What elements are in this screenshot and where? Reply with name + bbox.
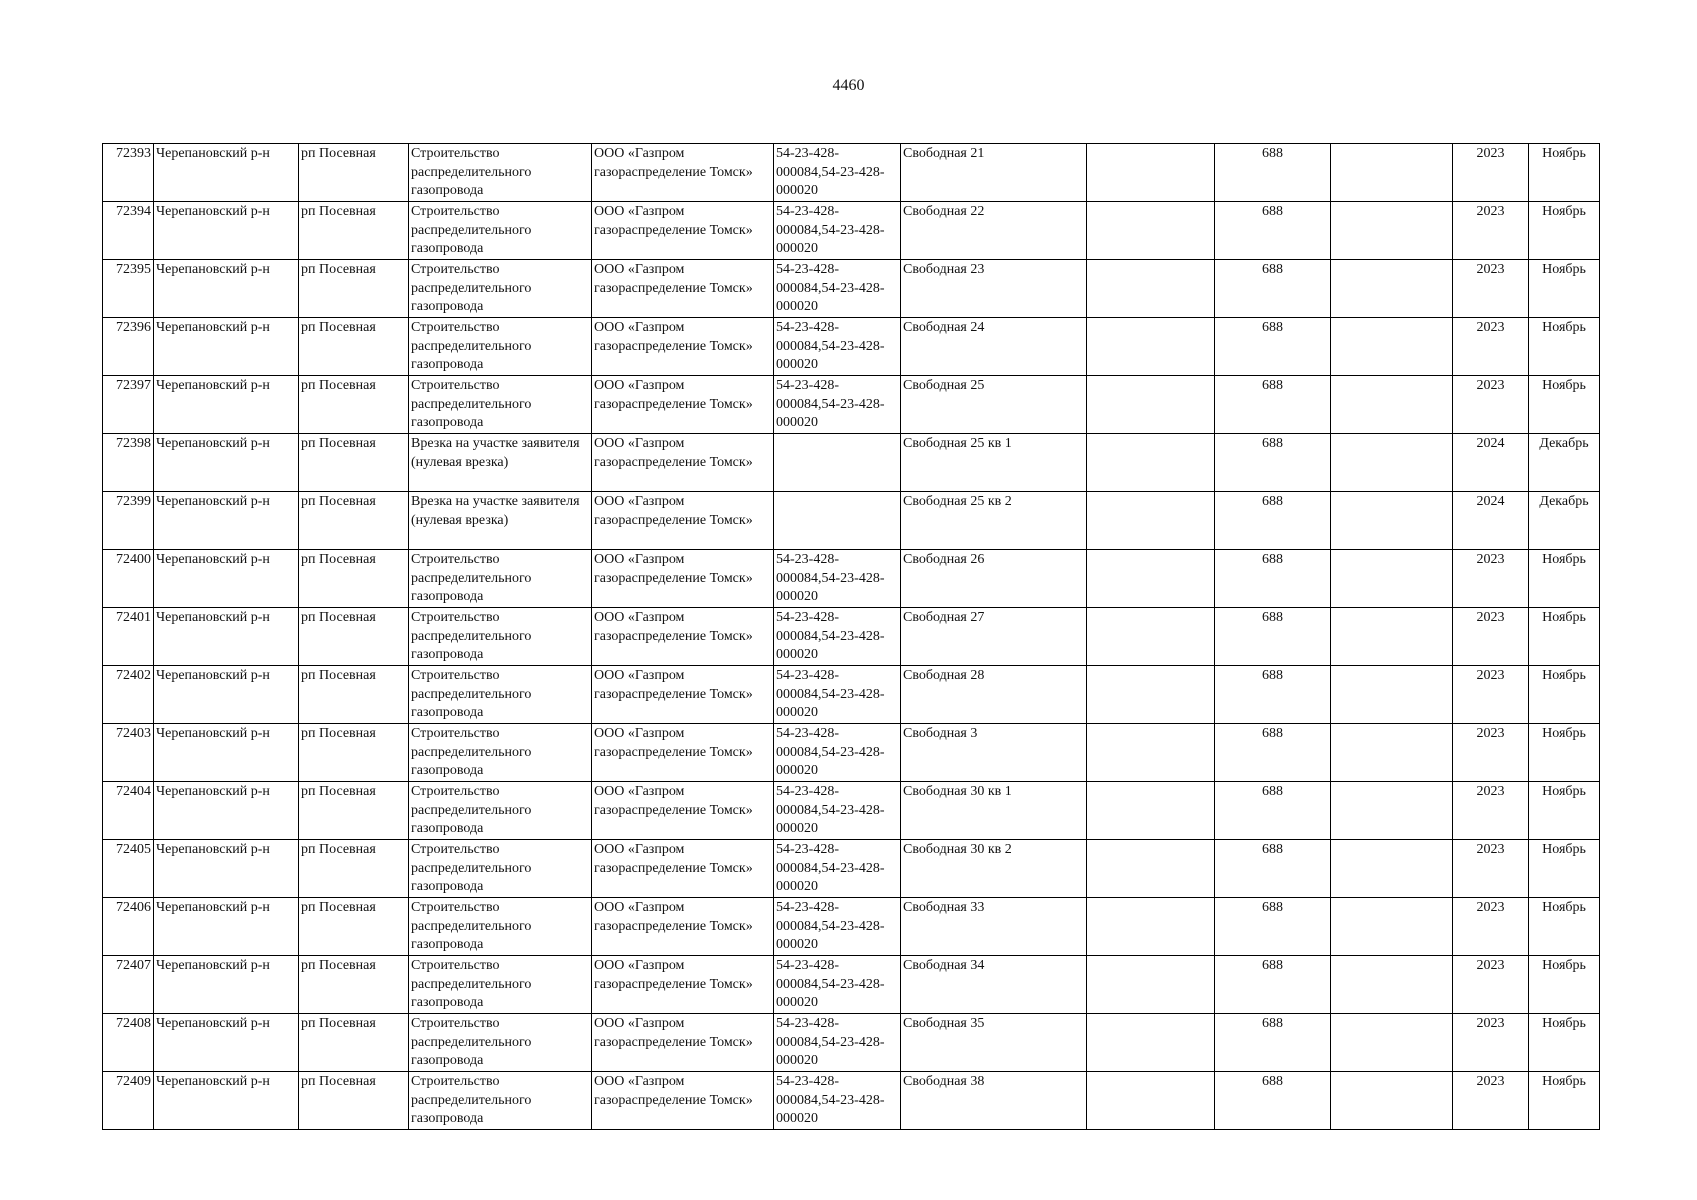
month-cell: Ноябрь <box>1529 144 1600 202</box>
year-cell: 2023 <box>1453 550 1529 608</box>
empty-cell <box>1087 1072 1215 1130</box>
table-row <box>103 608 1600 666</box>
row-number-cell: 72403 <box>103 724 154 782</box>
empty-cell <box>1087 840 1215 898</box>
address-cell: Свободная 30 кв 1 <box>901 782 1087 840</box>
settlement-cell: рп Посевная <box>299 144 409 202</box>
empty-cell <box>1331 202 1453 260</box>
work-type-cell: Строительство распределительного газопровода <box>409 840 592 898</box>
organization-cell: ООО «Газпром газораспределение Томск» <box>592 144 774 202</box>
district-cell: Черепановский р-н <box>154 1072 299 1130</box>
table-row <box>103 202 1600 260</box>
table-row <box>103 1072 1600 1130</box>
code-cell: 688 <box>1215 666 1331 724</box>
row-number-cell: 72393 <box>103 144 154 202</box>
row-number-cell: 72401 <box>103 608 154 666</box>
empty-cell <box>1087 260 1215 318</box>
organization-cell: ООО «Газпром газораспределение Томск» <box>592 956 774 1014</box>
table-row <box>103 724 1600 782</box>
table-row <box>103 492 1600 550</box>
address-cell: Свободная 22 <box>901 202 1087 260</box>
empty-cell <box>1331 956 1453 1014</box>
empty-cell <box>1331 1014 1453 1072</box>
settlement-cell: рп Посевная <box>299 260 409 318</box>
work-type-cell: Строительство распределительного газопровода <box>409 260 592 318</box>
row-number-cell: 72395 <box>103 260 154 318</box>
code-cell: 688 <box>1215 898 1331 956</box>
month-cell: Ноябрь <box>1529 724 1600 782</box>
empty-cell <box>1087 376 1215 434</box>
empty-cell <box>1087 1014 1215 1072</box>
work-type-cell: Строительство распределительного газопровода <box>409 898 592 956</box>
row-number-cell: 72405 <box>103 840 154 898</box>
address-cell: Свободная 24 <box>901 318 1087 376</box>
settlement-cell: рп Посевная <box>299 782 409 840</box>
district-cell: Черепановский р-н <box>154 1014 299 1072</box>
row-number-cell: 72406 <box>103 898 154 956</box>
row-number-cell: 72400 <box>103 550 154 608</box>
table-row <box>103 260 1600 318</box>
work-type-cell: Строительство распределительного газопровода <box>409 724 592 782</box>
work-type-cell: Строительство распределительного газопровода <box>409 782 592 840</box>
year-cell: 2023 <box>1453 724 1529 782</box>
row-number-cell: 72402 <box>103 666 154 724</box>
code-cell: 688 <box>1215 550 1331 608</box>
settlement-cell: рп Посевная <box>299 318 409 376</box>
empty-cell <box>1331 782 1453 840</box>
settlement-cell: рп Посевная <box>299 898 409 956</box>
table-row <box>103 376 1600 434</box>
cadastral-number-cell: 54-23-428-000084,54-23-428-000020 <box>774 666 901 724</box>
empty-cell <box>1087 898 1215 956</box>
cadastral-number-cell: 54-23-428-000084,54-23-428-000020 <box>774 1072 901 1130</box>
district-cell: Черепановский р-н <box>154 724 299 782</box>
row-number-cell: 72398 <box>103 434 154 492</box>
district-cell: Черепановский р-н <box>154 898 299 956</box>
empty-cell <box>1331 318 1453 376</box>
address-cell: Свободная 23 <box>901 260 1087 318</box>
table-row <box>103 898 1600 956</box>
settlement-cell: рп Посевная <box>299 1072 409 1130</box>
table-row <box>103 550 1600 608</box>
settlement-cell: рп Посевная <box>299 376 409 434</box>
empty-cell <box>1331 144 1453 202</box>
year-cell: 2023 <box>1453 956 1529 1014</box>
organization-cell: ООО «Газпром газораспределение Томск» <box>592 782 774 840</box>
empty-cell <box>1087 608 1215 666</box>
page-number: 4460 <box>832 77 865 94</box>
code-cell: 688 <box>1215 956 1331 1014</box>
table-row <box>103 1014 1600 1072</box>
address-cell: Свободная 25 кв 2 <box>901 492 1087 550</box>
table-body <box>103 144 1600 1130</box>
cadastral-number-cell: 54-23-428-000084,54-23-428-000020 <box>774 260 901 318</box>
settlement-cell: рп Посевная <box>299 434 409 492</box>
work-type-cell: Строительство распределительного газопровода <box>409 376 592 434</box>
district-cell: Черепановский р-н <box>154 666 299 724</box>
empty-cell <box>1331 260 1453 318</box>
code-cell: 688 <box>1215 260 1331 318</box>
district-cell: Черепановский р-н <box>154 956 299 1014</box>
year-cell: 2023 <box>1453 1014 1529 1072</box>
settlement-cell: рп Посевная <box>299 1014 409 1072</box>
cadastral-number-cell <box>774 492 901 550</box>
empty-cell <box>1331 724 1453 782</box>
empty-cell <box>1087 202 1215 260</box>
work-type-cell: Строительство распределительного газопровода <box>409 144 592 202</box>
settlement-cell: рп Посевная <box>299 492 409 550</box>
year-cell: 2024 <box>1453 434 1529 492</box>
organization-cell: ООО «Газпром газораспределение Томск» <box>592 318 774 376</box>
settlement-cell: рп Посевная <box>299 666 409 724</box>
settlement-cell: рп Посевная <box>299 202 409 260</box>
district-cell: Черепановский р-н <box>154 144 299 202</box>
code-cell: 688 <box>1215 376 1331 434</box>
address-cell: Свободная 34 <box>901 956 1087 1014</box>
organization-cell: ООО «Газпром газораспределение Томск» <box>592 898 774 956</box>
month-cell: Декабрь <box>1529 434 1600 492</box>
organization-cell: ООО «Газпром газораспределение Томск» <box>592 724 774 782</box>
month-cell: Декабрь <box>1529 492 1600 550</box>
empty-cell <box>1087 666 1215 724</box>
settlement-cell: рп Посевная <box>299 550 409 608</box>
empty-cell <box>1087 550 1215 608</box>
row-number-cell: 72397 <box>103 376 154 434</box>
empty-cell <box>1331 666 1453 724</box>
empty-cell <box>1331 840 1453 898</box>
organization-cell: ООО «Газпром газораспределение Томск» <box>592 1072 774 1130</box>
month-cell: Ноябрь <box>1529 376 1600 434</box>
empty-cell <box>1087 956 1215 1014</box>
table-row <box>103 144 1600 202</box>
organization-cell: ООО «Газпром газораспределение Томск» <box>592 666 774 724</box>
empty-cell <box>1331 1072 1453 1130</box>
address-cell: Свободная 30 кв 2 <box>901 840 1087 898</box>
settlement-cell: рп Посевная <box>299 608 409 666</box>
month-cell: Ноябрь <box>1529 318 1600 376</box>
work-type-cell: Строительство распределительного газопровода <box>409 666 592 724</box>
settlement-cell: рп Посевная <box>299 724 409 782</box>
row-number-cell: 72409 <box>103 1072 154 1130</box>
code-cell: 688 <box>1215 144 1331 202</box>
month-cell: Ноябрь <box>1529 1014 1600 1072</box>
empty-cell <box>1331 608 1453 666</box>
empty-cell <box>1087 492 1215 550</box>
empty-cell <box>1331 492 1453 550</box>
district-cell: Черепановский р-н <box>154 608 299 666</box>
district-cell: Черепановский р-н <box>154 782 299 840</box>
table-row <box>103 434 1600 492</box>
cadastral-number-cell: 54-23-428-000084,54-23-428-000020 <box>774 840 901 898</box>
year-cell: 2023 <box>1453 666 1529 724</box>
month-cell: Ноябрь <box>1529 1072 1600 1130</box>
table-row <box>103 666 1600 724</box>
work-type-cell: Строительство распределительного газопровода <box>409 550 592 608</box>
code-cell: 688 <box>1215 782 1331 840</box>
address-cell: Свободная 27 <box>901 608 1087 666</box>
address-cell: Свободная 25 кв 1 <box>901 434 1087 492</box>
empty-cell <box>1087 144 1215 202</box>
code-cell: 688 <box>1215 492 1331 550</box>
code-cell: 688 <box>1215 608 1331 666</box>
work-type-cell: Врезка на участке заявителя (нулевая врезка) <box>409 492 592 550</box>
settlement-cell: рп Посевная <box>299 840 409 898</box>
code-cell: 688 <box>1215 1072 1331 1130</box>
cadastral-number-cell: 54-23-428-000084,54-23-428-000020 <box>774 202 901 260</box>
cadastral-number-cell: 54-23-428-000084,54-23-428-000020 <box>774 782 901 840</box>
organization-cell: ООО «Газпром газораспределение Томск» <box>592 608 774 666</box>
work-type-cell: Строительство распределительного газопровода <box>409 318 592 376</box>
year-cell: 2023 <box>1453 840 1529 898</box>
row-number-cell: 72408 <box>103 1014 154 1072</box>
row-number-cell: 72399 <box>103 492 154 550</box>
code-cell: 688 <box>1215 202 1331 260</box>
work-type-cell: Строительство распределительного газопровода <box>409 202 592 260</box>
year-cell: 2023 <box>1453 144 1529 202</box>
work-type-cell: Строительство распределительного газопровода <box>409 1014 592 1072</box>
year-cell: 2023 <box>1453 260 1529 318</box>
work-type-cell: Строительство распределительного газопровода <box>409 608 592 666</box>
cadastral-number-cell: 54-23-428-000084,54-23-428-000020 <box>774 318 901 376</box>
organization-cell: ООО «Газпром газораспределение Томск» <box>592 376 774 434</box>
cadastral-number-cell: 54-23-428-000084,54-23-428-000020 <box>774 1014 901 1072</box>
month-cell: Ноябрь <box>1529 260 1600 318</box>
code-cell: 688 <box>1215 318 1331 376</box>
address-cell: Свободная 3 <box>901 724 1087 782</box>
organization-cell: ООО «Газпром газораспределение Томск» <box>592 434 774 492</box>
district-cell: Черепановский р-н <box>154 202 299 260</box>
year-cell: 2023 <box>1453 782 1529 840</box>
address-cell: Свободная 26 <box>901 550 1087 608</box>
cadastral-number-cell: 54-23-428-000084,54-23-428-000020 <box>774 144 901 202</box>
settlement-cell: рп Посевная <box>299 956 409 1014</box>
empty-cell <box>1331 898 1453 956</box>
organization-cell: ООО «Газпром газораспределение Томск» <box>592 550 774 608</box>
empty-cell <box>1331 434 1453 492</box>
district-cell: Черепановский р-н <box>154 492 299 550</box>
address-cell: Свободная 21 <box>901 144 1087 202</box>
code-cell: 688 <box>1215 724 1331 782</box>
empty-cell <box>1087 782 1215 840</box>
code-cell: 688 <box>1215 840 1331 898</box>
work-type-cell: Строительство распределительного газопровода <box>409 1072 592 1130</box>
table-row <box>103 318 1600 376</box>
row-number-cell: 72407 <box>103 956 154 1014</box>
district-cell: Черепановский р-н <box>154 840 299 898</box>
work-type-cell: Врезка на участке заявителя (нулевая врезка) <box>409 434 592 492</box>
organization-cell: ООО «Газпром газораспределение Томск» <box>592 492 774 550</box>
month-cell: Ноябрь <box>1529 956 1600 1014</box>
address-cell: Свободная 33 <box>901 898 1087 956</box>
district-cell: Черепановский р-н <box>154 260 299 318</box>
work-type-cell: Строительство распределительного газопровода <box>409 956 592 1014</box>
cadastral-number-cell: 54-23-428-000084,54-23-428-000020 <box>774 898 901 956</box>
organization-cell: ООО «Газпром газораспределение Томск» <box>592 260 774 318</box>
organization-cell: ООО «Газпром газораспределение Томск» <box>592 840 774 898</box>
registry-table <box>102 143 1600 1130</box>
table-row <box>103 840 1600 898</box>
address-cell: Свободная 38 <box>901 1072 1087 1130</box>
month-cell: Ноябрь <box>1529 550 1600 608</box>
district-cell: Черепановский р-н <box>154 434 299 492</box>
year-cell: 2023 <box>1453 376 1529 434</box>
row-number-cell: 72404 <box>103 782 154 840</box>
organization-cell: ООО «Газпром газораспределение Томск» <box>592 202 774 260</box>
district-cell: Черепановский р-н <box>154 376 299 434</box>
cadastral-number-cell: 54-23-428-000084,54-23-428-000020 <box>774 608 901 666</box>
row-number-cell: 72396 <box>103 318 154 376</box>
address-cell: Свободная 35 <box>901 1014 1087 1072</box>
month-cell: Ноябрь <box>1529 608 1600 666</box>
address-cell: Свободная 28 <box>901 666 1087 724</box>
month-cell: Ноябрь <box>1529 666 1600 724</box>
empty-cell <box>1087 318 1215 376</box>
year-cell: 2023 <box>1453 318 1529 376</box>
row-number-cell: 72394 <box>103 202 154 260</box>
month-cell: Ноябрь <box>1529 782 1600 840</box>
district-cell: Черепановский р-н <box>154 550 299 608</box>
year-cell: 2023 <box>1453 202 1529 260</box>
month-cell: Ноябрь <box>1529 840 1600 898</box>
year-cell: 2024 <box>1453 492 1529 550</box>
cadastral-number-cell: 54-23-428-000084,54-23-428-000020 <box>774 724 901 782</box>
year-cell: 2023 <box>1453 1072 1529 1130</box>
year-cell: 2023 <box>1453 898 1529 956</box>
district-cell: Черепановский р-н <box>154 318 299 376</box>
code-cell: 688 <box>1215 1014 1331 1072</box>
empty-cell <box>1331 550 1453 608</box>
month-cell: Ноябрь <box>1529 898 1600 956</box>
table-row <box>103 956 1600 1014</box>
cadastral-number-cell: 54-23-428-000084,54-23-428-000020 <box>774 376 901 434</box>
empty-cell <box>1087 724 1215 782</box>
cadastral-number-cell: 54-23-428-000084,54-23-428-000020 <box>774 550 901 608</box>
empty-cell <box>1087 434 1215 492</box>
address-cell: Свободная 25 <box>901 376 1087 434</box>
table-row <box>103 782 1600 840</box>
cadastral-number-cell <box>774 434 901 492</box>
empty-cell <box>1331 376 1453 434</box>
cadastral-number-cell: 54-23-428-000084,54-23-428-000020 <box>774 956 901 1014</box>
code-cell: 688 <box>1215 434 1331 492</box>
year-cell: 2023 <box>1453 608 1529 666</box>
organization-cell: ООО «Газпром газораспределение Томск» <box>592 1014 774 1072</box>
month-cell: Ноябрь <box>1529 202 1600 260</box>
